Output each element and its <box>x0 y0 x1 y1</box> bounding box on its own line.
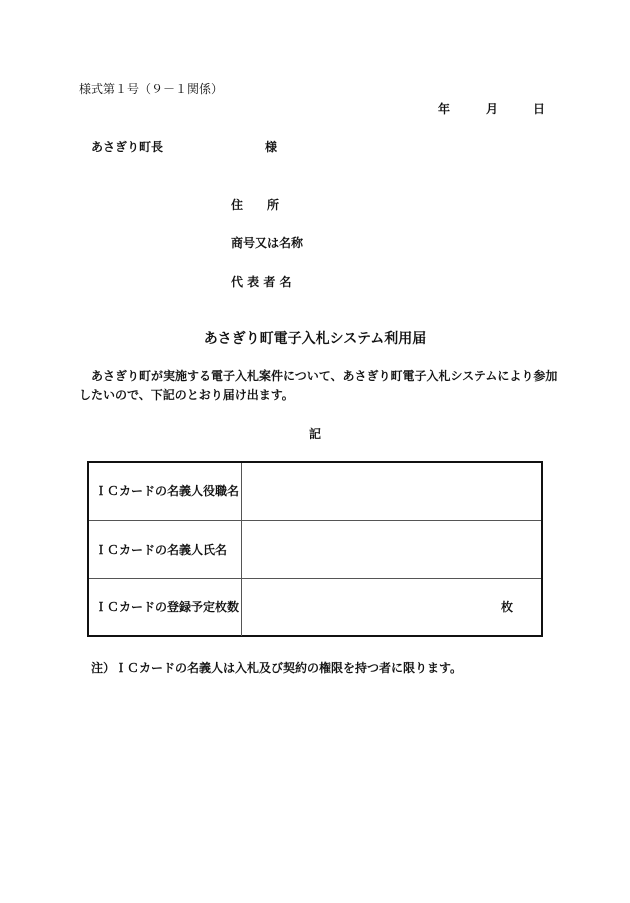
addressee-honorific: 様 <box>265 140 278 154</box>
addressee-name: あさぎり町長 <box>91 140 164 154</box>
body-text-line-1: あさぎり町が実施する電子入札案件について、あさぎり町電子入札システムにより参加 <box>91 369 558 383</box>
document-title: あさぎり町電子入札システム利用届 <box>203 331 427 347</box>
address-label: 住 所 <box>231 198 280 212</box>
table-row <box>89 578 541 636</box>
ic-card-info-table <box>87 461 543 637</box>
table-row <box>89 520 541 579</box>
ic-card-count-unit: 枚 <box>500 600 513 614</box>
table-row <box>89 463 541 520</box>
ic-card-holder-name-label: ＩＣカードの名義人氏名 <box>89 521 242 579</box>
representative-name-label: 代 表 者 名 <box>231 275 292 289</box>
ic-card-holder-title-label: ＩＣカードの名義人役職名 <box>89 463 242 520</box>
form-number: 様式第１号（９－１関係） <box>79 82 224 96</box>
footnote: 注）ＩＣカードの名義人は入札及び契約の権限を持つ者に限ります。 <box>91 661 463 675</box>
date-year-label: 年 <box>438 102 451 116</box>
ic-card-count-label: ＩＣカードの登録予定枚数 <box>89 579 242 636</box>
company-name-label: 商号又は名称 <box>231 236 304 250</box>
ic-card-holder-title-field[interactable] <box>242 463 541 520</box>
date-day-label: 日 <box>533 102 546 116</box>
body-text-line-2: したいので、下記のとおり届け出ます。 <box>79 388 294 402</box>
ic-card-count-field[interactable] <box>242 579 541 636</box>
ic-card-holder-name-field[interactable] <box>242 521 541 579</box>
date-month-label: 月 <box>486 102 499 116</box>
ki-heading: 記 <box>308 427 321 441</box>
